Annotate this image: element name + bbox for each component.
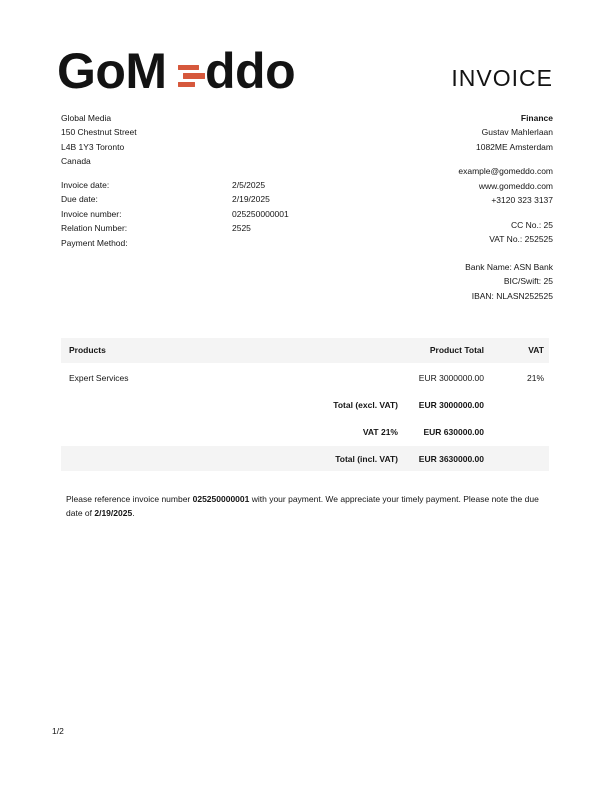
total-incl-vat-row	[61, 446, 549, 471]
header-vat: VAT	[528, 345, 544, 356]
vat-amount-label: VAT 21%	[362, 426, 398, 437]
logo-text-ddo: ddo	[205, 43, 296, 99]
company-department: Finance	[520, 113, 553, 123]
billing-country: Canada	[61, 156, 91, 167]
detail-row-invoice-date	[61, 178, 289, 192]
detail-label: Relation Number:	[61, 223, 128, 234]
detail-value: 2/5/2025	[232, 180, 266, 190]
vat-amount-value: EUR 630000.00	[423, 426, 484, 437]
logo-bar-middle	[183, 73, 205, 78]
company-phone: +3120 323 3137	[491, 195, 553, 206]
detail-value: 2/19/2025	[232, 194, 270, 205]
company-contact	[458, 164, 553, 207]
products-table	[61, 338, 549, 471]
product-total: EUR 3000000.00	[418, 373, 484, 383]
note-text: Please reference invoice number	[66, 494, 193, 504]
gomeddo-logo	[57, 43, 307, 99]
billing-address	[61, 111, 137, 169]
billing-name: Global Media	[61, 113, 112, 123]
total-excl-vat-row	[61, 398, 549, 412]
note-due-date: 2/19/2025	[94, 508, 133, 519]
header-products: Products	[69, 345, 106, 356]
detail-row-invoice-number	[61, 207, 289, 221]
invoice-title: INVOICE	[451, 65, 553, 91]
spacer	[484, 425, 544, 439]
detail-value: 2525	[232, 223, 251, 234]
detail-label: Due date:	[61, 194, 98, 205]
iban: IBAN: NLASN252525	[471, 290, 553, 301]
logo-bar-bottom	[178, 82, 195, 87]
company-city: 1082ME Amsterdam	[475, 141, 553, 152]
company-address	[458, 111, 553, 207]
logo-e-bars-icon	[178, 65, 206, 87]
billing-city: L4B 1Y3 Toronto	[61, 141, 125, 152]
spacer	[484, 398, 544, 412]
invoice-details	[61, 178, 289, 250]
detail-row-relation-number	[61, 221, 289, 235]
header-product-total: Product Total	[429, 345, 484, 356]
billing-street: 150 Chestnut Street	[61, 127, 137, 138]
vat-number: VAT No.: 252525	[489, 234, 553, 245]
company-registration	[489, 218, 553, 247]
logo-text-gom: GoM	[57, 43, 167, 99]
detail-row-due-date	[61, 192, 289, 206]
note-text: with your payment. We appreciate your timely payment. Please note the due date of	[66, 494, 539, 519]
payment-reference-note	[66, 492, 546, 521]
detail-row-payment-method	[61, 236, 289, 250]
total-excl-vat-value: EUR 3000000.00	[418, 400, 484, 411]
detail-label: Invoice number:	[61, 208, 122, 219]
company-street: Gustav Mahlerlaan	[481, 127, 553, 138]
product-vat: 21%	[526, 373, 544, 383]
note-invoice-number: 025250000001	[192, 494, 250, 504]
cc-number: CC No.: 25	[510, 220, 553, 230]
table-header-row	[61, 338, 549, 363]
total-incl-vat-value: EUR 3630000.00	[418, 453, 484, 464]
note-text: .	[132, 508, 135, 519]
table-row	[61, 371, 549, 385]
logo-bar-top	[178, 65, 199, 70]
bic-swift: BIC/Swift: 25	[503, 276, 553, 287]
detail-value: 025250000001	[232, 208, 289, 219]
total-incl-vat-label: Total (incl. VAT)	[335, 453, 398, 464]
page-number: 1/2	[52, 726, 64, 736]
detail-label: Invoice date:	[61, 180, 110, 190]
company-bank-details	[465, 260, 553, 303]
detail-label: Payment Method:	[61, 237, 128, 248]
product-name: Expert Services	[69, 373, 129, 383]
company-email: example@gomeddo.com	[458, 166, 553, 177]
bank-name: Bank Name: ASN Bank	[465, 262, 553, 272]
vat-amount-row	[61, 425, 549, 439]
company-website: www.gomeddo.com	[478, 180, 553, 191]
total-excl-vat-label: Total (excl. VAT)	[333, 400, 398, 411]
